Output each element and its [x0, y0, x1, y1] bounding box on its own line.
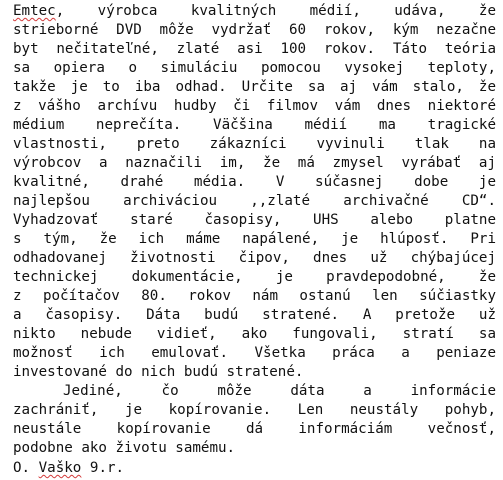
- text-line-18: nikto nebude vidieť, ako fungovali, stratí sa: [13, 326, 496, 342]
- text-line-15: technickej dokumentácie, je pravdepodobné, že: [13, 269, 496, 285]
- signature: [13, 459, 124, 478]
- spellcheck-word: Emtec: [13, 3, 56, 19]
- text-line-6: z vášho archívu hudby či filmov vám dnes niektoré: [13, 98, 496, 114]
- text-line-1: Emtec, výrobca kvalitných médií, udáva, že: [13, 3, 496, 19]
- text-line-11: najlepšou archiváciou ,,zlaté archivačné CD“.: [13, 193, 496, 209]
- text-line-17: a časopisy. Dáta budú stratené. A pretože už: [13, 307, 496, 323]
- signature-surname: Vaško: [38, 460, 82, 476]
- text-line-3: byt nečitateľné, zlaté asi 100 rokov. Táto teória: [13, 41, 496, 57]
- text-line-19: možnosť ich emulovať. Všetka práca a peniaze: [13, 345, 496, 361]
- text-line-13: s tým, že ich máme napálené, je hlúposť. Pri: [13, 231, 496, 247]
- text-line-5: takže je to iba odhad. Určite sa aj vám stalo, že: [13, 79, 496, 95]
- text-line-7: médium neprečíta. Väčšina médií ma tragické: [13, 117, 496, 133]
- text-line-4: sa opiera o simuláciu pomocou vysokej teploty,: [13, 60, 496, 76]
- text-line-9: výrobcov a naznačili im, že má zmysel vyrábať aj: [13, 155, 496, 171]
- signature-initial: O.: [13, 460, 31, 476]
- text-line-12: Vyhadzovať staré časopisy, UHS alebo platne: [13, 212, 496, 228]
- text-line-10: kvalitné, drahé média. V súčasnej dobe je: [13, 174, 496, 190]
- text-line-2: strieborné DVD môže vydržať 60 rokov, kým nezačne: [13, 22, 496, 38]
- text-line-20: investované do nich budú stratené.: [13, 364, 304, 380]
- text-line-16: z počítačov 80. rokov nám ostanú len súčiastky: [13, 288, 496, 304]
- text-line-21: Jediné, čo môže dáta a informácie: [63, 383, 496, 399]
- text-line-8: vlastnosti, preto zákazníci vyvinuli tlak na: [13, 136, 496, 152]
- text-line-22: zachrániť, je kopírovanie. Len neustály pohyb,: [13, 402, 496, 418]
- text-line-14: odhadovanej životnosti čipov, dnes už chýbajúcej: [13, 250, 496, 266]
- text-line-23: neustále kopírovanie dá informáciám večnosť,: [13, 421, 496, 437]
- signature-class: 9.r.: [89, 460, 125, 476]
- text-line-24: podobne ako životu samému.: [13, 440, 236, 456]
